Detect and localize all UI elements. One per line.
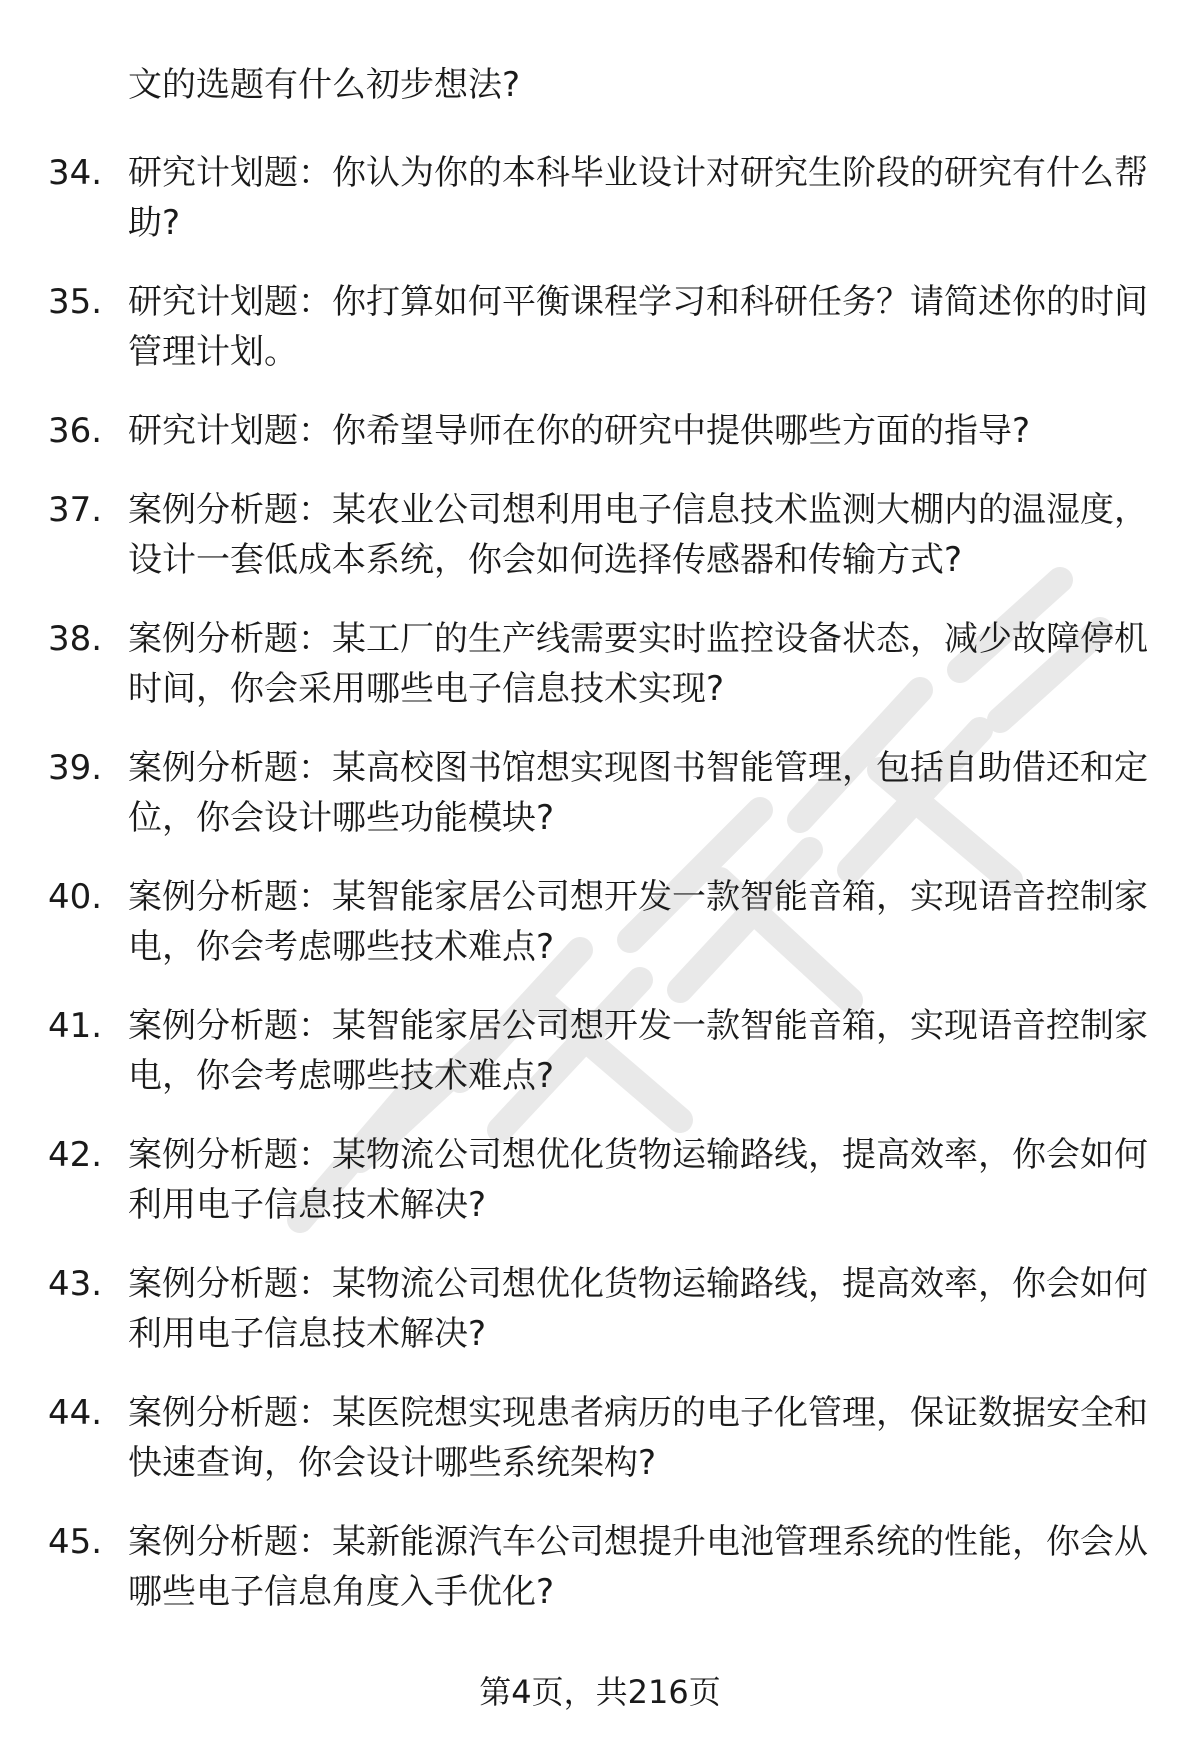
list-item [48, 148, 1148, 248]
question-text: 案例分析题：某智能家居公司想开发一款智能音箱，实现语音控制家电，你会考虑哪些技术难点? [128, 877, 1148, 967]
question-number: 44. [48, 1393, 103, 1433]
list-item [48, 277, 1148, 377]
question-text: 研究计划题：你打算如何平衡课程学习和科研任务？请简述你的时间管理计划。 [128, 282, 1148, 372]
continued-question-text: 文的选题有什么初步想法? [128, 65, 521, 105]
question-number: 42. [48, 1135, 103, 1175]
question-text: 案例分析题：某物流公司想优化货物运输路线，提高效率，你会如何利用电子信息技术解决? [128, 1135, 1148, 1225]
list-item [48, 1388, 1148, 1488]
question-number: 37. [48, 490, 103, 530]
list-item [48, 1001, 1148, 1101]
list-item [48, 872, 1148, 972]
question-list [48, 60, 1148, 1646]
question-text: 案例分析题：某农业公司想利用电子信息技术监测大棚内的温湿度，设计一套低成本系统，你会如何选择传感器和传输方式? [128, 490, 1148, 580]
question-text: 案例分析题：某智能家居公司想开发一款智能音箱，实现语音控制家电，你会考虑哪些技术难点? [128, 1006, 1148, 1096]
list-item [48, 743, 1148, 843]
question-text: 案例分析题：某物流公司想优化货物运输路线，提高效率，你会如何利用电子信息技术解决? [128, 1264, 1148, 1354]
list-item [48, 614, 1148, 714]
list-item [48, 406, 1148, 456]
question-number: 38. [48, 619, 103, 659]
question-text: 案例分析题：某高校图书馆想实现图书智能管理，包括自助借还和定位，你会设计哪些功能模块? [128, 748, 1148, 838]
list-item [48, 1517, 1148, 1617]
question-number: 41. [48, 1006, 103, 1046]
question-text: 研究计划题：你希望导师在你的研究中提供哪些方面的指导? [128, 411, 1031, 451]
page-footer: 第4页，共216页 [479, 1673, 721, 1711]
question-text: 案例分析题：某医院想实现患者病历的电子化管理，保证数据安全和快速查询，你会设计哪些系统架构? [128, 1393, 1148, 1483]
question-number: 40. [48, 877, 103, 917]
question-number: 36. [48, 411, 103, 451]
question-number: 34. [48, 153, 103, 193]
list-item [48, 1259, 1148, 1359]
question-text: 案例分析题：某新能源汽车公司想提升电池管理系统的性能，你会从哪些电子信息角度入手优化? [128, 1522, 1148, 1612]
question-number: 45. [48, 1522, 103, 1562]
question-number: 43. [48, 1264, 103, 1304]
list-item [48, 1130, 1148, 1230]
question-number: 39. [48, 748, 103, 788]
question-text: 案例分析题：某工厂的生产线需要实时监控设备状态，减少故障停机时间，你会采用哪些电子信息技术实现? [128, 619, 1148, 709]
question-text: 研究计划题：你认为你的本科毕业设计对研究生阶段的研究有什么帮助? [128, 153, 1148, 243]
list-item [48, 485, 1148, 585]
question-number: 35. [48, 282, 103, 322]
